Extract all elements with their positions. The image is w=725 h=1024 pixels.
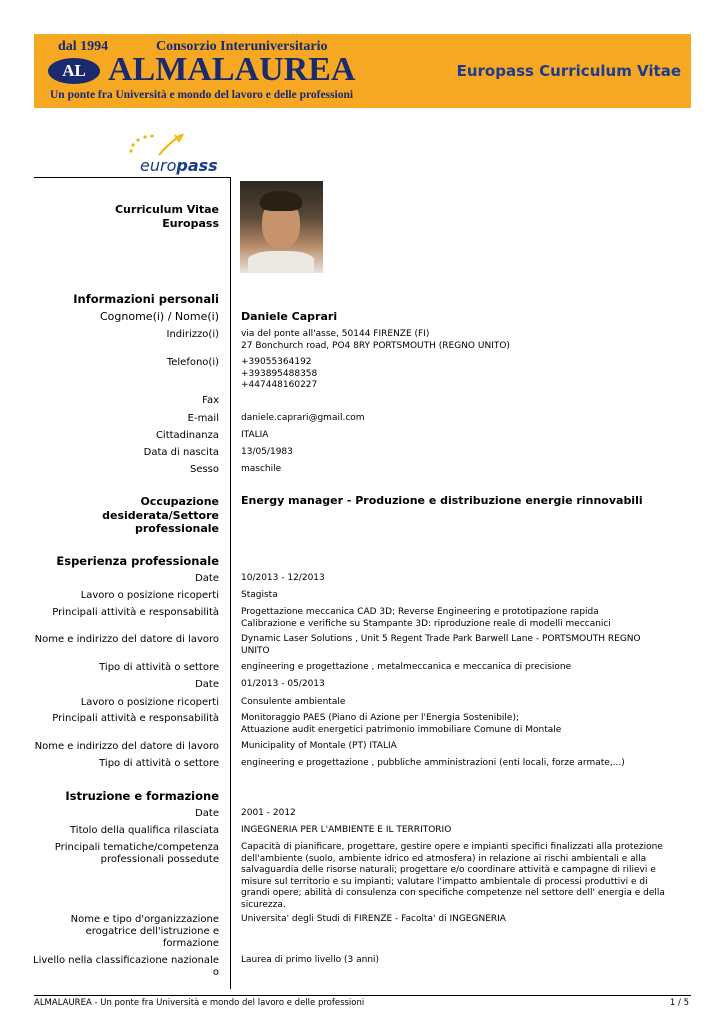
job1-role: Stagista [241,590,278,600]
edu-date-label: Date [195,808,219,819]
page-title: Europass Curriculum Vitae [456,62,681,80]
level-label-line: o [212,967,219,978]
occupation-label-line: professionale [134,522,219,535]
job1-sector-label: Tipo di attività o settore [99,662,219,673]
job1-activities [241,607,681,630]
job1-date-label: Date [195,573,219,584]
org-label-line: erogatrice dell'istruzione e [85,926,219,937]
edu-org: Universita' degli Studi di FIRENZE - Facolta' di INGEGNERIA [241,914,506,924]
occupation-label-line: desiderata/Settore [102,508,219,522]
logo-name: ALMALAUREA [108,51,356,88]
logo-tagline: Un ponte fra Università e mondo del lavoro e delle professioni [50,89,354,101]
skills-line: dell'ambiente (suolo, ambiente idrico ed atmosfera) in relazione ai rischi ambientali e alla [241,853,647,864]
section-personal: Informazioni personali [73,292,219,306]
name-label: Cognome(i) / Nome(i) [100,310,219,323]
europass-stars-icon [125,133,185,157]
birth-value: 13/05/1983 [241,447,293,457]
occupation-label [102,495,219,536]
email-label: E-mail [187,413,219,424]
header-banner [34,34,691,108]
edu-skills [241,842,681,911]
employer-line: Dynamic Laser Solutions , Unit 5 Regent Trade Park Barwell Lane - PORTSMOUTH REGNO [241,634,641,644]
edu-org-label [71,914,219,950]
job2-date: 01/2013 - 05/2013 [241,679,325,689]
skills-line: misure sul territorio e su impianti; valutare l'impatto ambientale di processi produttivi e di [241,876,648,887]
edu-title: INGEGNERIA PER L'AMBIENTE E IL TERRITORIO [241,825,452,835]
org-label-line: Nome e tipo d'organizzazione [70,914,219,925]
europass-logo-part1: euro [140,156,177,175]
org-label-line: formazione [162,938,219,949]
footer-divider [34,995,691,996]
job2-role: Consulente ambientale [241,697,346,707]
job2-activities-label: Principali attività e responsabilità [52,713,219,724]
phone-line: +393895488358 [241,368,318,379]
logo-consortium: Consorzio Interuniversitario [156,39,328,54]
photo-hair [260,191,302,211]
citizenship-value: ITALIA [241,430,269,440]
level-label-line: Livello nella classificazione nazionale [33,955,219,966]
europass-logo-part2: pass [176,156,218,175]
job2-sector-label: Tipo di attività o settore [99,758,219,769]
cv-title-line2: Europass [162,217,219,230]
activity-line: Monitoraggio PAES (Piano di Azione per l'Energia Sostenibile); [241,713,519,723]
column-divider [230,177,231,989]
section-experience: Esperienza professionale [56,554,219,568]
photo-shirt [248,251,314,273]
address-line: 27 Bonchurch road, PO4 8RY PORTSMOUTH (REGNO UNITO) [241,340,510,351]
skills-line: salvaguardia delle risorse naturali; progettare e/o coordinare attività e campagne di rilievi e [241,865,656,875]
cv-title-line1: Curriculum Vitae [114,203,219,216]
address-line: via del ponte all'asse, 50144 FIRENZE (FI) [241,329,430,339]
job1-employer-label: Nome e indirizzo del datore di lavoro [34,634,219,645]
name-value: Daniele Caprari [241,310,338,323]
page-number: 1 / 5 [669,998,689,1008]
edu-level: Laurea di primo livello (3 anni) [241,955,380,965]
occupation-label-line: Occupazione [140,495,219,508]
job1-activities-label: Principali attività e responsabilità [52,607,219,618]
skills-line: Capacità di pianificare, progettare, gestire opere e impianti specifici finalizzati alla protezione [241,842,663,852]
section-education: Istruzione e formazione [65,789,219,803]
cv-title [115,203,219,231]
phone-line: +39055364192 [241,357,312,367]
sex-label: Sesso [189,464,219,475]
phone-line: +447448160227 [241,380,318,390]
logo-abbr: AL [48,58,100,84]
occupation-value: Energy manager - Produzione e distribuzione energie rinnovabili [241,494,643,507]
profile-photo [240,181,323,273]
birth-label: Data di nascita [143,447,219,458]
edu-skills-label [55,842,219,866]
activity-line: Attuazione audit energetici patrimonio immobiliare Comune di Montale [241,724,562,735]
logo-since: dal 1994 [58,39,109,54]
job1-sector: engineering e progettazione , metalmeccanica e meccanica di precisione [241,662,572,672]
employer-line: UNITO [241,645,270,656]
job2-employer: Municipality of Montale (PT) ITALIA [241,741,397,751]
activity-line: Calibrazione e verifiche su Stampante 3D: riproduzione reale di modelli meccanici [241,618,611,629]
activity-line: Progettazione meccanica CAD 3D; Reverse Engineering e prototipazione rapida [241,607,599,617]
sex-value: maschile [241,464,282,474]
job2-activities [241,713,681,736]
address-label: Indirizzo(i) [166,329,219,340]
skills-label-line: professionali possedute [100,854,219,865]
phone-label: Telefono(i) [166,357,219,368]
job2-role-label: Lavoro o posizione ricoperti [80,697,219,708]
phone-value [241,357,681,392]
job2-employer-label: Nome e indirizzo del datore di lavoro [34,741,219,752]
job1-employer [241,634,681,657]
address-value [241,329,681,352]
email-value: daniele.caprari@gmail.com [241,413,365,423]
footer-text: ALMALAUREA - Un ponte fra Università e mondo del lavoro e delle professioni [34,998,365,1008]
job1-date: 10/2013 - 12/2013 [241,573,325,583]
europass-logo [140,156,218,175]
citizenship-label: Cittadinanza [155,430,219,441]
edu-level-label [33,955,219,979]
job1-role-label: Lavoro o posizione ricoperti [80,590,219,601]
header-divider [34,177,230,178]
edu-title-label: Titolo della qualifica rilasciata [70,825,219,836]
job2-sector: engineering e progettazione , pubbliche amministrazioni (enti locali, forze armate,...) [241,758,625,768]
edu-date: 2001 - 2012 [241,808,296,818]
skills-label-line: Principali tematiche/competenza [54,842,219,853]
fax-label: Fax [202,395,219,406]
skills-line: sicurezza. [241,899,286,910]
skills-line: grandi opere; abilità di consulenza con specifiche competenze nel settore dell' energia e della [241,888,665,898]
job2-date-label: Date [195,679,219,690]
